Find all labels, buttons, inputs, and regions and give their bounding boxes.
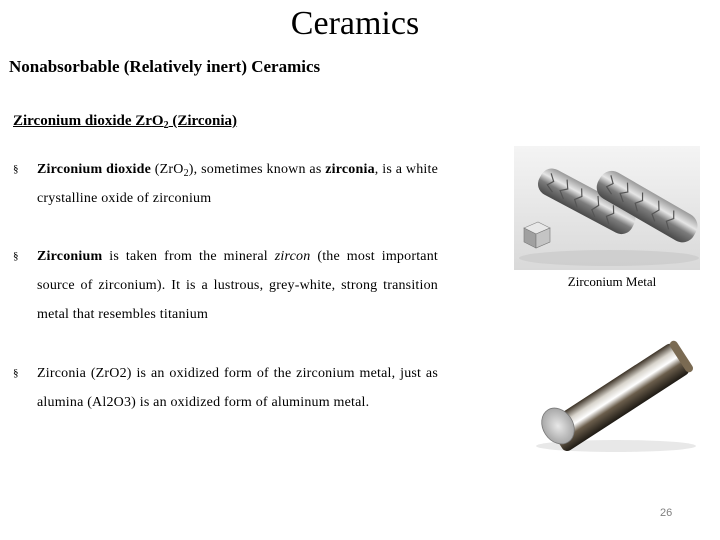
zirconium-rod-photo [516, 326, 710, 472]
bullet-text-part: (ZrO [151, 162, 184, 177]
section-heading [13, 111, 237, 131]
bullet-item-3 [13, 359, 438, 417]
bullet-bold-term: zirconia [325, 162, 375, 177]
heading-suffix: (Zirconia) [168, 113, 238, 129]
bullet-text-part: ), sometimes known as [188, 162, 326, 177]
image-caption: Zirconium Metal [567, 274, 657, 289]
slide-subtitle: Nonabsorbable (Relatively inert) Ceramics [9, 57, 321, 76]
heading-formula-subscript: 2 [163, 120, 169, 131]
bullet-bold-term: Zirconium [37, 249, 103, 264]
bullet-item-2 [13, 242, 438, 329]
bullet-italic-term: zircon [274, 249, 311, 264]
heading-formula-o: O [151, 113, 164, 129]
bullet-bold-term: Zirconium dioxide [37, 162, 152, 177]
zirconium-bars-photo [514, 146, 700, 270]
bullet-text [37, 242, 438, 329]
bullet-text-part: , is a white crystalline oxide of zirconium [37, 162, 438, 206]
bullet-marker: § [13, 367, 19, 379]
bullet-text-part: is taken from the mineral [102, 249, 275, 264]
bullet-item-1 [13, 155, 438, 213]
page-number: 26 [660, 507, 673, 519]
bullet-marker: § [13, 250, 19, 262]
bullet-subscript: 2 [183, 168, 189, 179]
heading-prefix: Zirconium dioxide Zr [13, 113, 152, 129]
bullet-text [37, 155, 438, 213]
bullet-text: Zirconia (ZrO2) is an oxidized form of the zirconium metal, just as alumina (Al2O3) is an oxidized form of aluminum metal. [37, 366, 438, 410]
bullet-marker: § [13, 163, 19, 175]
slide-title: Ceramics [290, 5, 420, 42]
bullet-text-part: (the most important source of zirconium). It is a lustrous, grey-white, strong transition metal that resembles titanium [37, 249, 438, 322]
